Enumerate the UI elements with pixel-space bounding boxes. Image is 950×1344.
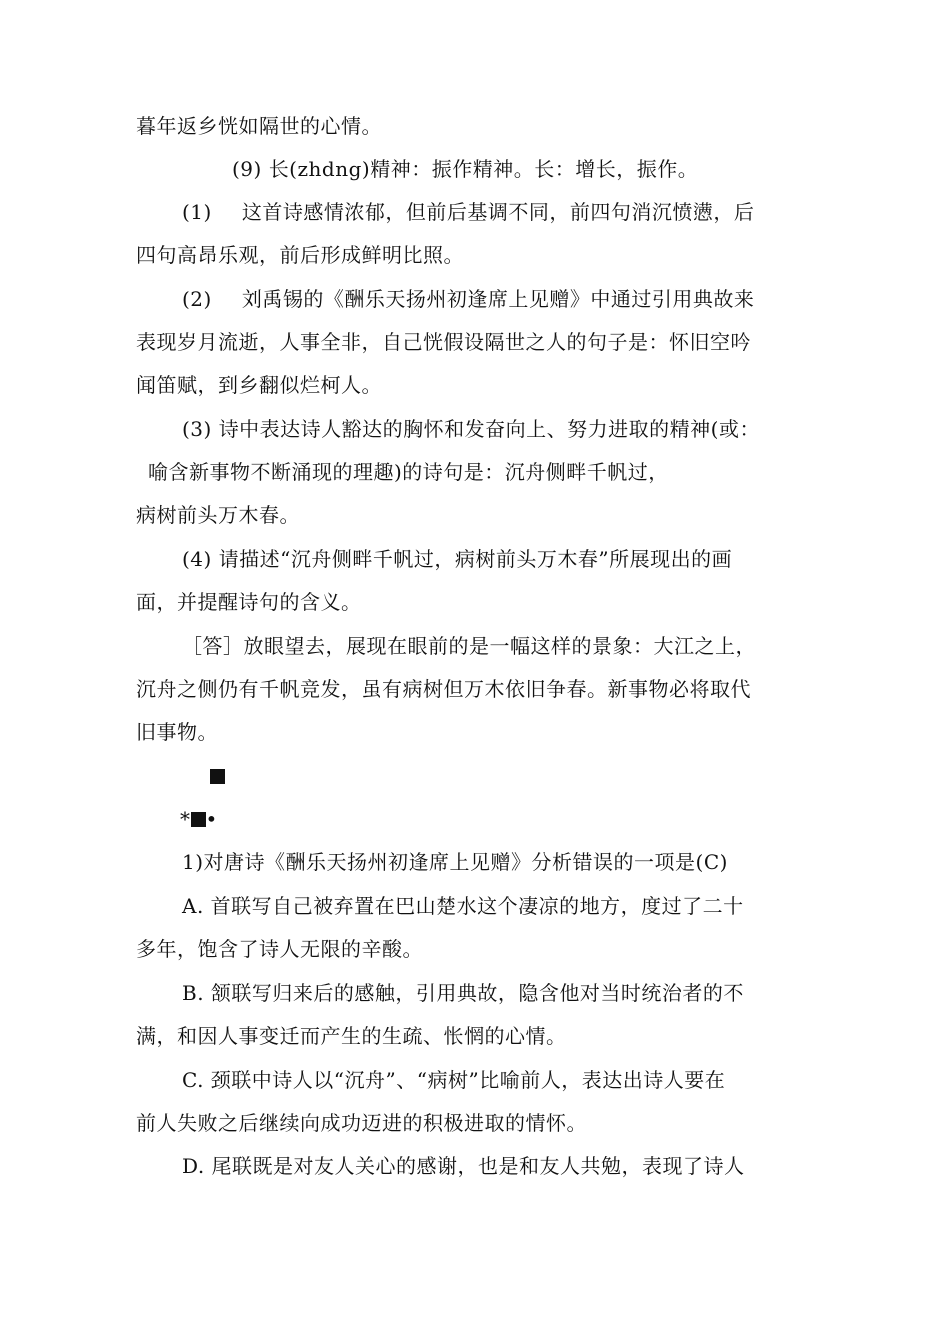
mark-row-1 (210, 754, 225, 798)
text-line: 表现岁月流逝，人事全非，自己恍假设隔世之人的句子是：怀旧空吟 (136, 330, 751, 354)
question-1-stem: 1)对唐诗《酬乐天扬州初逢席上见赠》分析错误的一项是(C) (182, 850, 728, 874)
text-line: 喻含新事物不断涌现的理趣)的诗句是：沉舟侧畔千帆过， (148, 460, 669, 484)
option-a-line: A. 首联写自己被弃置在巴山楚水这个凄凉的地方，度过了二十 (182, 894, 744, 918)
option-c-line: C. 颈联中诗人以“沉舟”、“病树”比喻前人，表达出诗人要在 (182, 1068, 726, 1092)
text-line: 旧事物。 (136, 720, 218, 744)
star-mark: * (180, 807, 191, 831)
annotation-9: (9) 长(zhdng)精神：振作精神。长：增长，振作。 (232, 157, 699, 181)
answer-line: ［答］放眼望去，展现在眼前的是一幅这样的景象：大江之上， (182, 634, 756, 658)
text-line: 多年，饱含了诗人无限的辛酸。 (136, 937, 423, 961)
item-1-line (182, 190, 754, 234)
option-b-line: B. 颔联写归来后的感触，引用典故，隐含他对当时统治者的不 (182, 981, 744, 1005)
text-line: 四句高昂乐观，前后形成鲜明比照。 (136, 243, 464, 267)
text-line: 暮年返乡恍如隔世的心情。 (136, 114, 382, 138)
text-line: 满，和因人事变迁而产生的生疏、怅惘的心情。 (136, 1024, 567, 1048)
item-2-line (182, 277, 754, 321)
text-line: 面，并提醒诗句的含义。 (136, 590, 362, 614)
item-4-line: (4) 请描述“沉舟侧畔千帆过，病树前头万木春”所展现出的画 (182, 547, 733, 571)
text-line: 前人失败之后继续向成功迈进的积极进取的情怀。 (136, 1111, 587, 1135)
text-line: 沉舟之侧仍有千帆竞发，虽有病树但万木依旧争春。新事物必将取代 (136, 677, 751, 701)
square-mark-icon (191, 812, 206, 827)
item-3-line: (3) 诗中表达诗人豁达的胸怀和发奋向上、努力进取的精神(或： (182, 417, 760, 441)
item-number: (1) (182, 200, 212, 224)
mark-row-2 (180, 797, 218, 841)
item-number: (2) (182, 287, 212, 311)
text-line: 闻笛赋，到乡翻似烂柯人。 (136, 373, 382, 397)
item-text: 这首诗感情浓郁，但前后基调不同，前四句消沉愤懑，后 (241, 200, 755, 224)
square-mark-icon (210, 769, 225, 784)
item-text: 刘禹锡的《酬乐天扬州初逢席上见赠》中通过引用典故来 (241, 287, 755, 311)
text-line: 病树前头万木春。 (136, 503, 300, 527)
dot-mark: • (205, 807, 218, 831)
option-d-line: D. 尾联既是对友人关心的感谢，也是和友人共勉，表现了诗人 (182, 1154, 745, 1178)
